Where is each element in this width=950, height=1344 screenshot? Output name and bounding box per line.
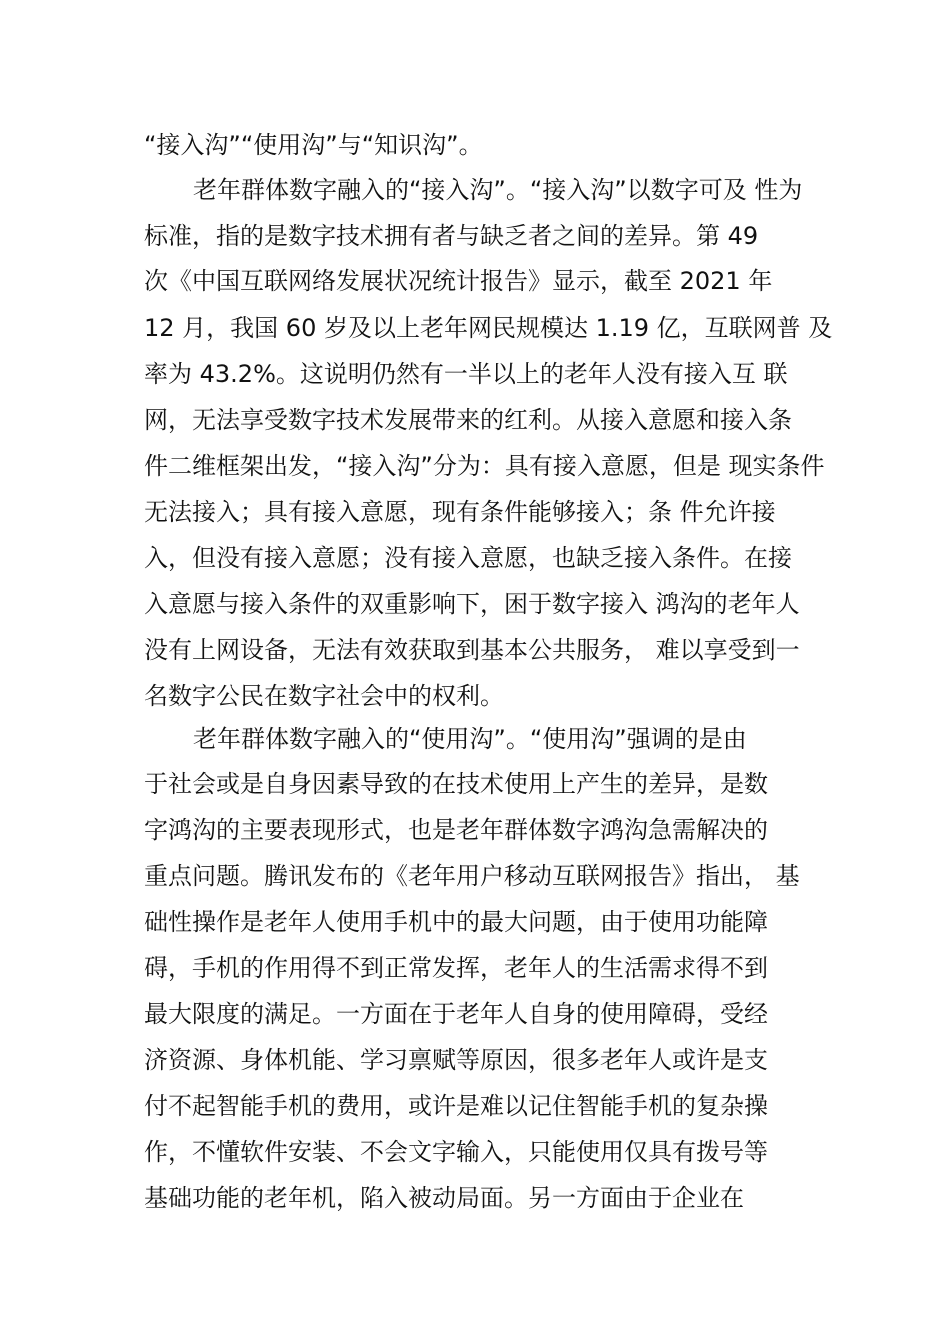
text-line: 付不起智能手机的费用，或许是难以记住智能手机的复杂操 bbox=[144, 1092, 768, 1120]
text-line: 网，无法享受数字技术发展带来的红利。从接入意愿和接入条 bbox=[144, 406, 792, 434]
text-line: 率为 43.2%。这说明仍然有一半以上的老年人没有接入互 联 bbox=[144, 360, 788, 388]
paragraph-heading-usage-gap: 老年群体数字融入的“使用沟”。“使用沟”强调的是由 bbox=[193, 725, 747, 753]
text-line: 基础功能的老年机，陷入被动局面。另一方面由于企业在 bbox=[144, 1184, 744, 1212]
text-line: 无法接入；具有接入意愿，现有条件能够接入；条 件允许接 bbox=[144, 498, 776, 526]
text-line: 字鸿沟的主要表现形式，也是老年群体数字鸿沟急需解决的 bbox=[144, 816, 768, 844]
text-line: 碍，手机的作用得不到正常发挥，老年人的生活需求得不到 bbox=[144, 954, 768, 982]
text-line: 没有上网设备，无法有效获取到基本公共服务， 难以享受到一 bbox=[144, 636, 800, 664]
text-line: “接入沟”“使用沟”与“知识沟”。 bbox=[144, 131, 483, 159]
text-line: 础性操作是老年人使用手机中的最大问题，由于使用功能障 bbox=[144, 908, 768, 936]
text-line: 名数字公民在数字社会中的权利。 bbox=[144, 682, 504, 710]
text-line: 入意愿与接入条件的双重影响下，困于数字接入 鸿沟的老年人 bbox=[144, 590, 800, 618]
text-line: 于社会或是自身因素导致的在技术使用上产生的差异，是数 bbox=[144, 770, 768, 798]
text-line: 作，不懂软件安装、不会文字输入，只能使用仅具有拨号等 bbox=[144, 1138, 768, 1166]
text-line: 济资源、身体机能、学习禀赋等原因，很多老年人或许是支 bbox=[144, 1046, 768, 1074]
text-line: 最大限度的满足。一方面在于老年人自身的使用障碍，受经 bbox=[144, 1000, 768, 1028]
text-line: 次《中国互联网络发展状况统计报告》显示，截至 2021 年 bbox=[144, 267, 773, 295]
text-line: 重点问题。腾讯发布的《老年用户移动互联网报告》指出， 基 bbox=[144, 862, 800, 890]
text-line: 标准，指的是数字技术拥有者与缺乏者之间的差异。第 49 bbox=[144, 222, 759, 250]
text-line: 件二维框架出发，“接入沟”分为：具有接入意愿，但是 现实条件 bbox=[144, 452, 825, 480]
text-line: 入，但没有接入意愿；没有接入意愿，也缺乏接入条件。在接 bbox=[144, 544, 792, 572]
paragraph-heading-access-gap: 老年群体数字融入的“接入沟”。“接入沟”以数字可及 性为 bbox=[193, 176, 803, 204]
text-line: 12 月，我国 60 岁及以上老年网民规模达 1.19 亿，互联网普 及 bbox=[144, 314, 833, 342]
